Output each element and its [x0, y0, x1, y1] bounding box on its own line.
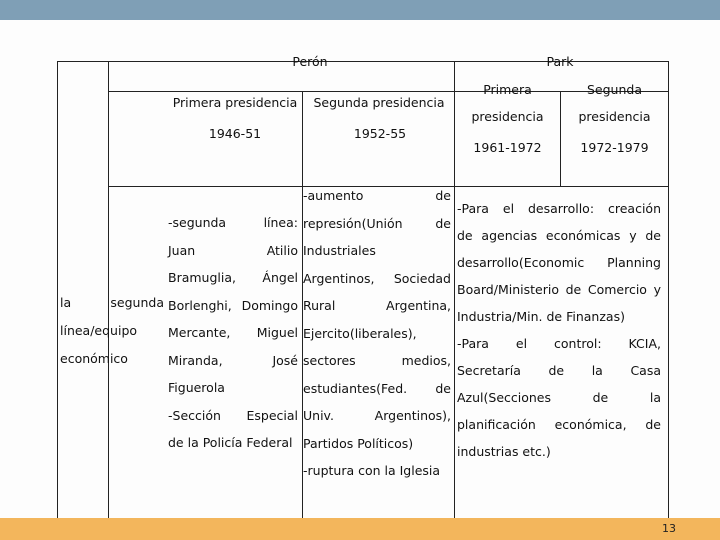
text-fragment: estudiantes(Fed. — [303, 380, 408, 396]
table-divider — [560, 91, 561, 187]
text-line — [168, 214, 298, 231]
text-line — [457, 443, 661, 460]
word: de — [548, 363, 565, 378]
text-fragment — [457, 416, 661, 433]
text-fragment: de — [435, 188, 451, 203]
word: control: — [554, 336, 602, 351]
text-fragment: Partidos Políticos) — [303, 435, 414, 451]
text-fragment: Juan — [168, 242, 196, 258]
header-park: Park — [546, 54, 574, 69]
text-fragment: Ejercito(liberales), — [303, 325, 417, 341]
header-peron-second-years: 1952-55 — [353, 126, 407, 141]
text-line — [303, 462, 451, 479]
text-fragment: Miranda, — [168, 352, 223, 368]
text-line — [168, 324, 298, 341]
word: Secretaría — [457, 363, 521, 378]
header-peron-second: Segunda presidencia — [313, 95, 445, 110]
header-park-first-line2: presidencia — [471, 109, 544, 124]
text-line — [457, 335, 661, 352]
row-label-word: segunda — [110, 295, 164, 310]
text-line — [457, 308, 661, 325]
word: desarrollo: — [528, 201, 595, 216]
text-line — [168, 379, 298, 396]
word: de — [565, 282, 582, 297]
text-line — [168, 407, 298, 424]
word: económicas — [545, 228, 621, 243]
header-park-first-years: 1961-1972 — [473, 140, 542, 155]
word: económica, — [554, 417, 627, 432]
text-fragment: Bramuglia, — [168, 270, 236, 285]
word: de — [645, 417, 661, 432]
page-number: 13 — [662, 522, 676, 535]
text-line — [303, 215, 451, 232]
text-line — [457, 362, 661, 379]
slide — [0, 20, 720, 518]
word: Comercio — [587, 282, 647, 297]
text-fragment: Domingo — [241, 297, 298, 313]
word: el — [515, 336, 528, 351]
header-park-second-line1: Segunda — [587, 82, 642, 97]
text-line — [457, 389, 661, 406]
word: la — [591, 363, 603, 378]
word: KCIA, — [628, 336, 661, 351]
text-fragment: Borlenghi, — [168, 297, 232, 313]
text-line — [168, 297, 298, 314]
text-line — [303, 242, 451, 259]
text-fragment: -ruptura con la Iglesia — [303, 463, 441, 478]
text-fragment: represión(Unión — [303, 215, 403, 231]
table-divider — [454, 61, 455, 533]
text-fragment — [457, 281, 661, 298]
text-line — [303, 407, 451, 424]
table-border — [57, 61, 58, 533]
text-line — [457, 281, 661, 298]
text-line — [457, 254, 661, 271]
text-line — [303, 325, 451, 342]
row-label-line1 — [60, 294, 164, 311]
header-peron-first-years: 1946-51 — [208, 126, 262, 141]
text-fragment: sectores — [303, 353, 356, 368]
word: la — [649, 390, 661, 405]
word: planificación — [457, 417, 536, 432]
row-label-line3: económico — [60, 351, 128, 366]
table-border — [668, 61, 669, 533]
text-fragment: Figuerola — [168, 380, 225, 395]
text-fragment: Industriales — [303, 243, 376, 258]
text-line — [303, 380, 451, 397]
text-fragment: de — [435, 215, 451, 231]
text-line — [303, 297, 451, 314]
text-fragment — [457, 389, 661, 406]
word: creación — [607, 201, 661, 216]
text-fragment: Miguel — [256, 325, 298, 340]
word: Board/Ministerio — [457, 282, 559, 297]
text-fragment: Univ. — [303, 408, 334, 423]
text-fragment — [457, 335, 661, 352]
row-label-line2: línea/equipo — [60, 323, 138, 338]
word: Casa — [630, 363, 661, 378]
word: y — [629, 228, 637, 243]
text-fragment: -aumento — [303, 188, 364, 203]
text-line — [457, 416, 661, 433]
text-fragment: -segunda — [168, 215, 227, 230]
text-line — [168, 434, 298, 451]
text-fragment: Atilio — [266, 242, 298, 258]
word: -Para — [457, 201, 489, 216]
text-fragment: José — [272, 352, 298, 368]
word: el — [502, 201, 515, 216]
header-park-first-line1: Primera — [483, 82, 532, 97]
text-line — [303, 270, 451, 287]
text-fragment — [457, 362, 661, 379]
text-line — [168, 269, 298, 286]
text-fragment: Sociedad — [393, 270, 451, 286]
header-park-second-years: 1972-1979 — [580, 140, 649, 155]
text-fragment: de la Policía Federal — [168, 435, 293, 450]
header-park-second-line2: presidencia — [578, 109, 651, 124]
top-bar — [0, 0, 720, 20]
row-label-word: la — [60, 295, 72, 310]
text-fragment: industrias etc.) — [457, 444, 551, 459]
text-line — [303, 352, 451, 369]
header-peron-first: Primera presidencia — [172, 95, 298, 110]
text-line — [457, 227, 661, 244]
text-fragment: Argentinos), — [374, 408, 451, 423]
text-line — [168, 242, 298, 259]
text-fragment — [457, 254, 661, 271]
bottom-bar — [0, 518, 720, 540]
text-fragment: Argentina, — [386, 298, 451, 313]
text-fragment: medios, — [401, 353, 451, 368]
word: -Para — [457, 336, 489, 351]
word: de — [457, 228, 473, 243]
text-fragment: línea: — [263, 215, 298, 230]
text-line — [303, 187, 451, 204]
text-fragment: Argentinos, — [303, 270, 375, 286]
text-fragment — [457, 227, 661, 244]
word: de — [592, 390, 609, 405]
word: y — [653, 282, 661, 297]
text-fragment: Industria/Min. de Finanzas) — [457, 309, 625, 324]
text-fragment: Ángel — [262, 270, 298, 285]
word: agencias — [481, 228, 538, 243]
text-fragment: Mercante, — [168, 325, 231, 340]
text-fragment: Rural — [303, 298, 336, 313]
word: Planning — [607, 255, 661, 270]
text-line — [457, 200, 661, 217]
header-peron: Perón — [292, 54, 328, 69]
text-fragment: de — [435, 380, 451, 396]
text-fragment: -Sección — [168, 407, 221, 423]
word: de — [645, 228, 661, 243]
text-line — [303, 435, 451, 452]
text-fragment: Especial — [246, 407, 298, 423]
text-line — [168, 352, 298, 369]
word: desarrollo(Economic — [457, 255, 585, 270]
text-fragment — [457, 200, 661, 217]
word: Azul(Secciones — [457, 390, 552, 405]
